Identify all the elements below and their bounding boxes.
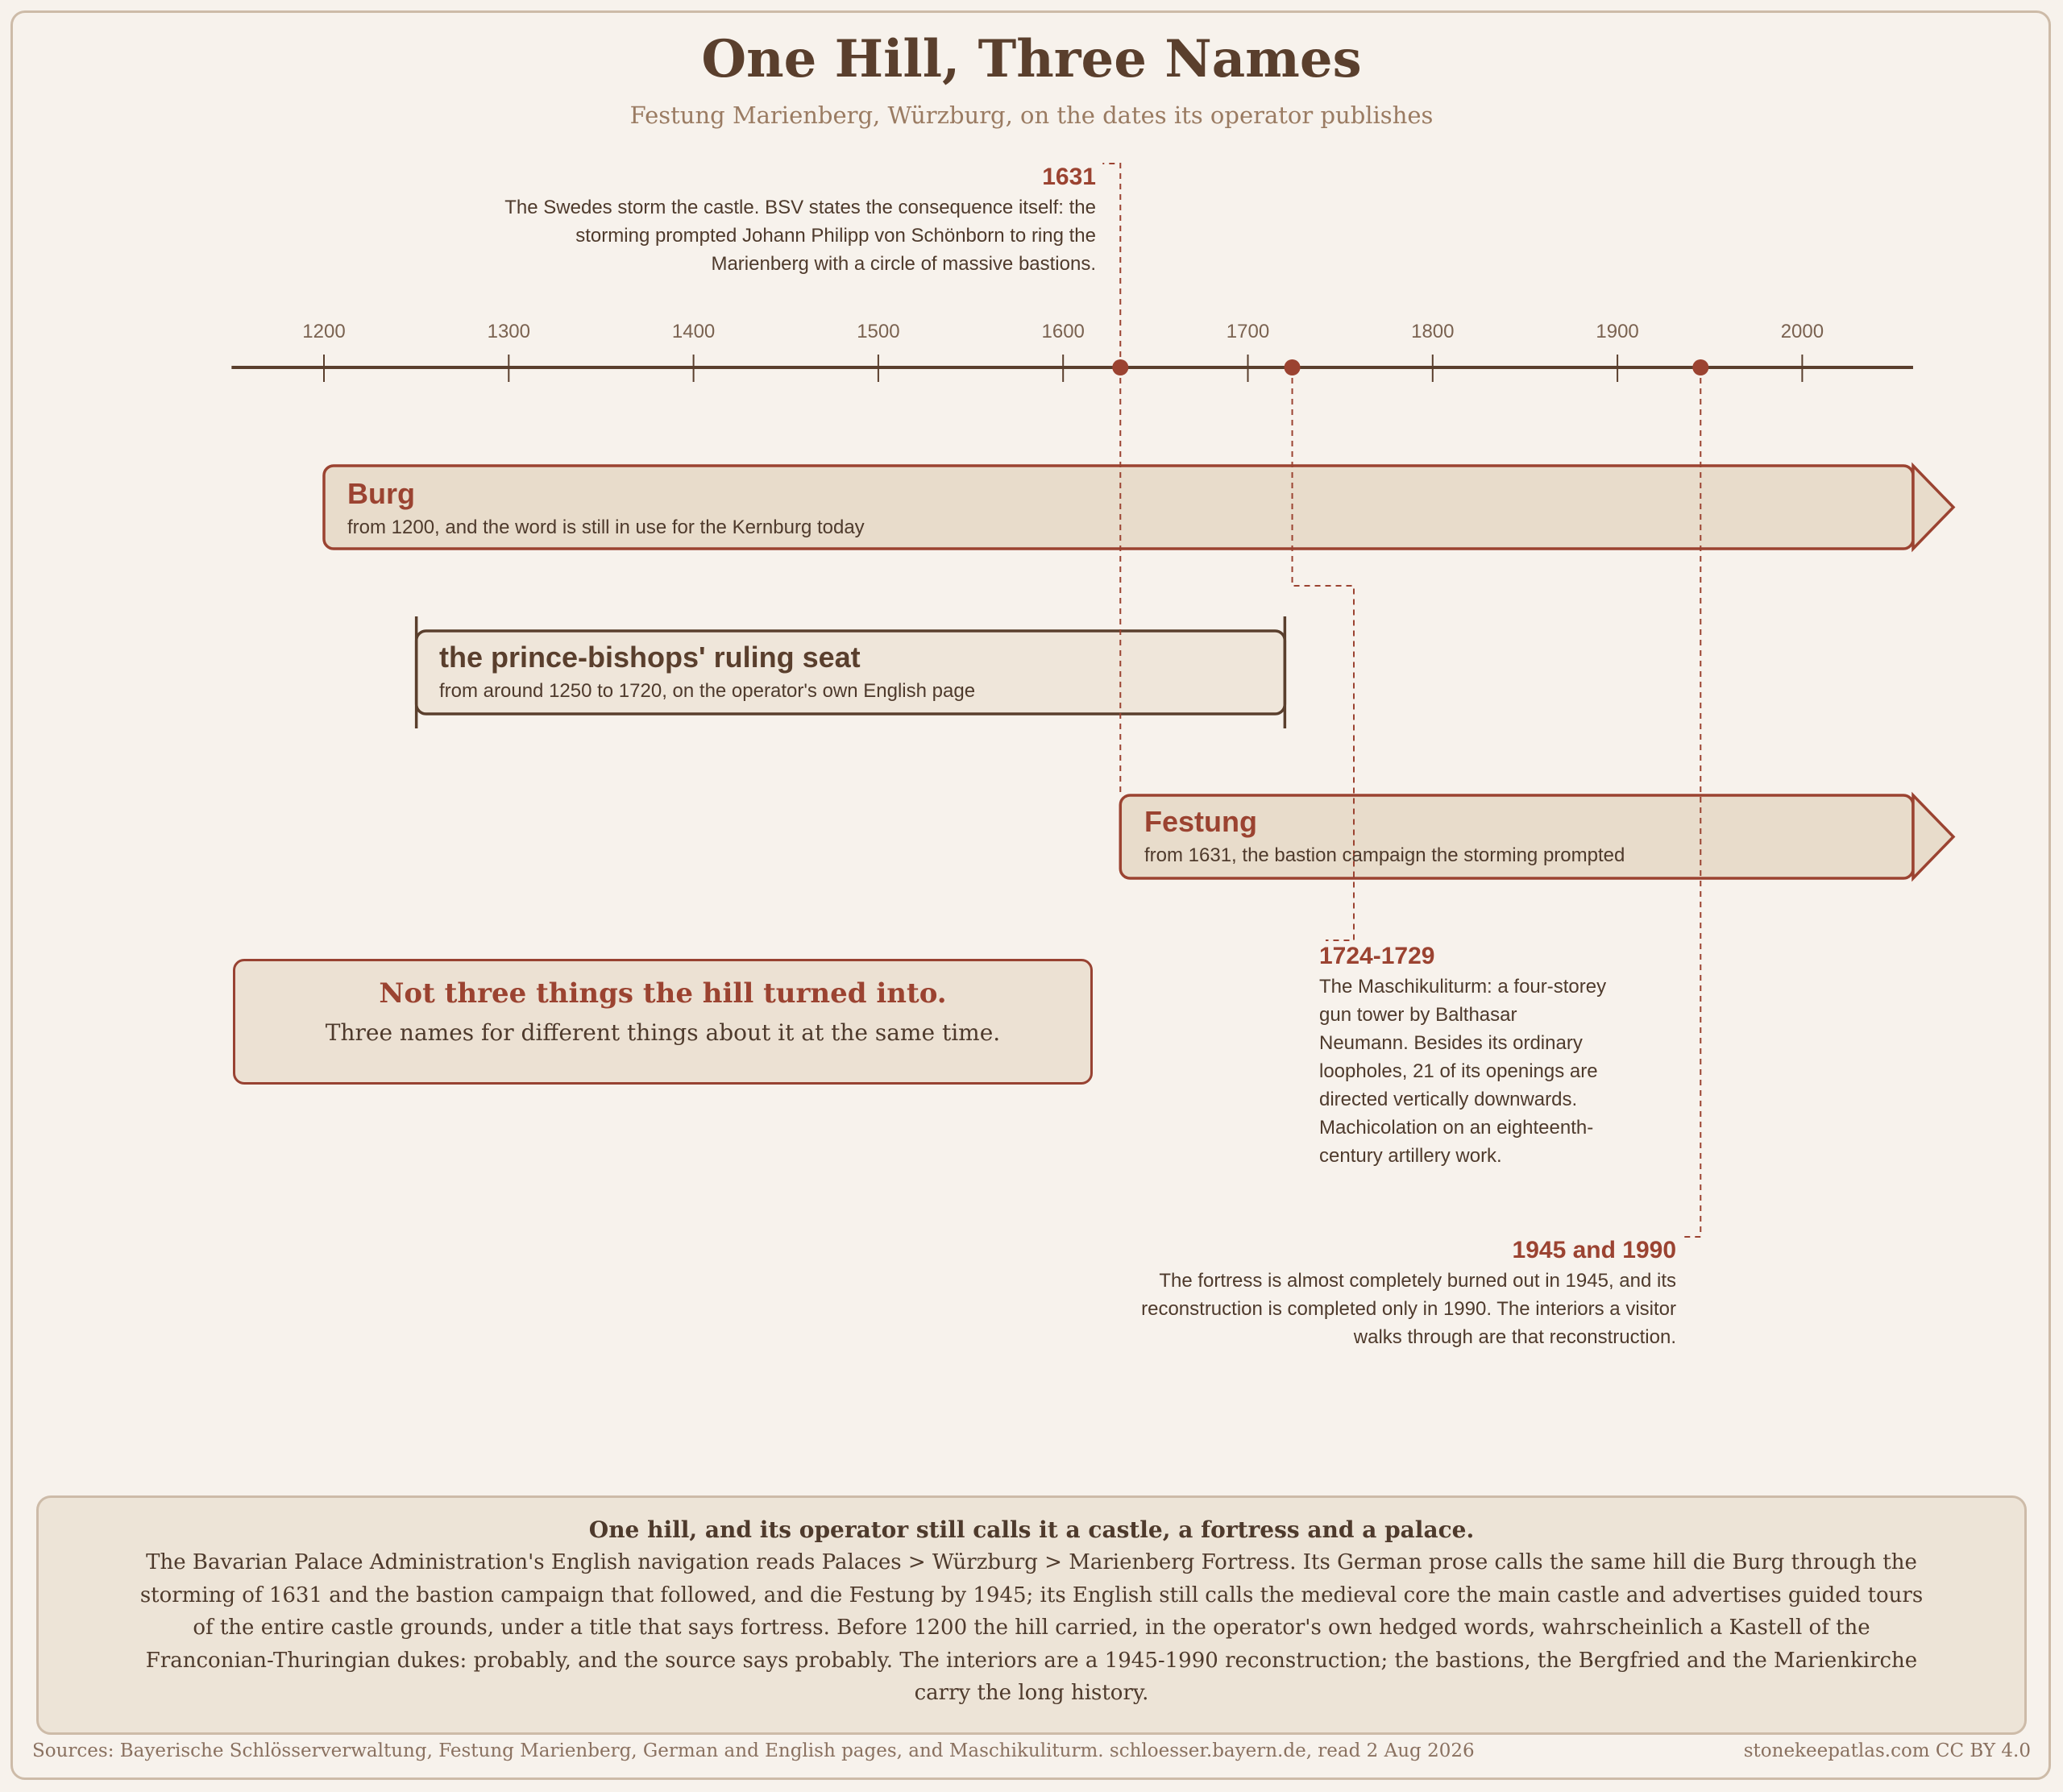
axis-tick-label-2000: 2000 bbox=[1780, 321, 1824, 342]
axis-tick-label-1400: 1400 bbox=[671, 321, 716, 342]
event-1631-text: The Swedes storm the castle. BSV states the consequence itself: the storming prompted Johann Philipp von Schönborn to ring the Marienberg with a circle of massive bastions. bbox=[504, 197, 1096, 275]
event-dot-1724 bbox=[1285, 359, 1301, 375]
period-seat-name: the prince-bishops' ruling seat bbox=[439, 641, 861, 674]
summary-heading: One hill, and its operator still calls it a castle, a fortress and a palace. bbox=[588, 1516, 1475, 1543]
period-festung-description: from 1631, the bastion campaign the storming prompted bbox=[1144, 844, 1625, 866]
axis-tick-label-1700: 1700 bbox=[1226, 321, 1270, 342]
page-subtitle: Festung Marienberg, Würzburg, on the dates its operator publishes bbox=[629, 102, 1434, 129]
summary-text: The Bavarian Palace Administration's English navigation reads Palaces > Würzburg > Marienberg Fortress. Its German prose calls the same hill die Burg through the storming of 1631 and the bastion campaign that followed, and die Festung by 1945; its English still calls the medieval core the main castle and advertises guided tours of the entire castle grounds, under a title that says fortress. Before 1200 the hill carried, in the operator's own hedged words, wahrscheinlich a Kastell of the Franconian-Thuringian dukes: probably, and the source says probably. The interiors are a 1945-1990 reconstruction; the bastions, the Bergfried and the Marienkirche carry the long history. bbox=[139, 1550, 1924, 1705]
summary-box bbox=[36, 1495, 2027, 1735]
event-1945-text: The fortress is almost completely burned out in 1945, and its reconstruction is completed only in 1990. The interiors a visitor walks through are that reconstruction. bbox=[1141, 1270, 1676, 1348]
period-burg-description: from 1200, and the word is still in use for the Kernburg today bbox=[347, 516, 865, 538]
callout-text: Three names for different things about it at the same time. bbox=[325, 1019, 1001, 1046]
axis-tick-label-1600: 1600 bbox=[1041, 321, 1085, 342]
event-1945-year: 1945 and 1990 bbox=[1512, 1237, 1676, 1263]
period-bar-burg-arrow bbox=[1913, 466, 1953, 549]
period-burg-name: Burg bbox=[347, 477, 415, 510]
event-1631-leader-top bbox=[1102, 164, 1120, 367]
axis-tick-label-1200: 1200 bbox=[302, 321, 346, 342]
event-1945-annotation bbox=[1104, 1234, 1676, 1351]
credit-footer: stonekeepatlas.com CC BY 4.0 bbox=[1743, 1740, 2031, 1761]
page-title: One Hill, Three Names bbox=[701, 29, 1362, 89]
period-seat-description: from around 1250 to 1720, on the operator's own English page bbox=[439, 680, 976, 702]
period-bar-festung-arrow bbox=[1913, 795, 1953, 878]
axis-tick-label-1900: 1900 bbox=[1596, 321, 1639, 342]
period-festung-name: Festung bbox=[1144, 805, 1257, 838]
sources-footer: Sources: Bayerische Schlösserverwaltung, Festung Marienberg, German and English pages, and Maschikuliturm. schloesser.bayern.de, read 2 Aug 2026 bbox=[32, 1740, 1475, 1761]
axis-tick-label-1500: 1500 bbox=[857, 321, 900, 342]
event-1724-annotation bbox=[1319, 940, 1609, 1170]
callout-box bbox=[233, 959, 1093, 1085]
event-1631-year: 1631 bbox=[1042, 164, 1096, 190]
callout-heading: Not three things the hill turned into. bbox=[379, 977, 947, 1010]
event-1631-annotation bbox=[500, 161, 1096, 278]
event-1724-year: 1724-1729 bbox=[1319, 943, 1435, 969]
axis-tick-label-1800: 1800 bbox=[1411, 321, 1455, 342]
axis-tick-label-1300: 1300 bbox=[487, 321, 530, 342]
event-1724-text: The Maschikuliturm: a four-storey gun tower by Balthasar Neumann. Besides its ordinary loopholes, 21 of its openings are directed vertically downwards. Machicolation on an eighteenth-century artillery work. bbox=[1319, 976, 1607, 1167]
event-dot-1945 bbox=[1692, 359, 1708, 375]
event-dot-1631 bbox=[1112, 359, 1128, 375]
